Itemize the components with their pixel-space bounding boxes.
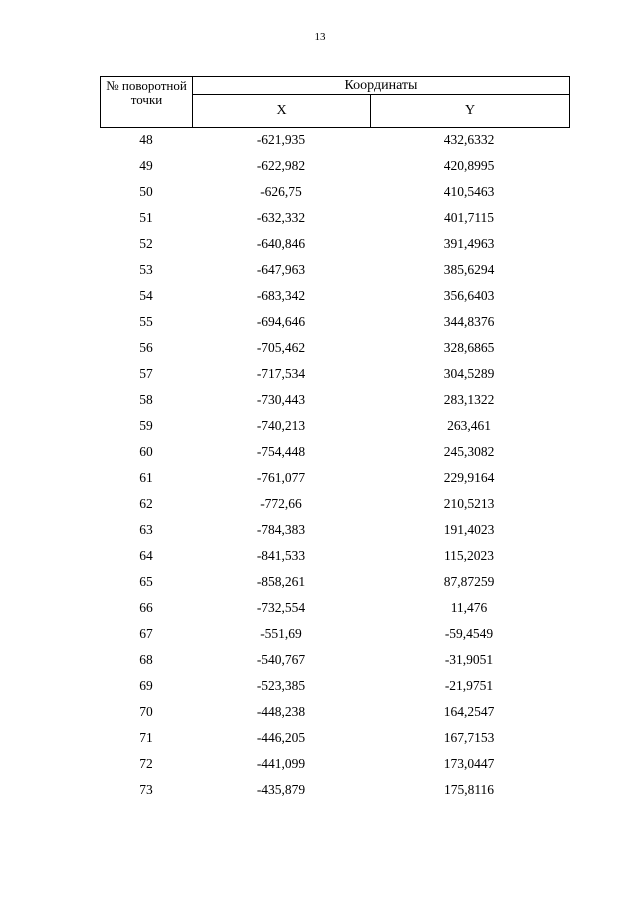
table-row <box>100 673 570 699</box>
point-number-cell: 63 <box>139 522 153 537</box>
point-number-cell: 55 <box>139 314 153 329</box>
y-coordinate-cell: 210,5213 <box>443 496 495 511</box>
point-number-cell: 53 <box>139 262 153 277</box>
x-coordinate-cell: -647,963 <box>256 262 306 277</box>
x-coordinate-cell: -622,982 <box>256 158 306 173</box>
x-coordinate-cell: -540,767 <box>256 652 306 667</box>
x-coordinate-cell: -730,443 <box>256 392 306 407</box>
y-coordinate-cell: 385,6294 <box>443 262 495 277</box>
table-row <box>100 283 570 309</box>
point-number-cell: 71 <box>139 730 153 745</box>
y-coordinate-cell: 410,5463 <box>443 184 495 199</box>
y-coordinate-cell: 328,6865 <box>443 340 495 355</box>
point-number-cell: 68 <box>139 652 153 667</box>
y-coordinate-cell: 173,0447 <box>443 756 495 771</box>
point-number-cell: 50 <box>139 184 153 199</box>
y-coordinate-cell: -59,4549 <box>444 626 494 641</box>
point-number-cell: 51 <box>139 210 153 225</box>
table-row <box>100 361 570 387</box>
y-coordinate-cell: 420,8995 <box>443 158 495 173</box>
point-number-header: № поворотной точки <box>101 77 193 127</box>
table-row <box>100 387 570 413</box>
table-row <box>100 569 570 595</box>
point-number-cell: 48 <box>139 132 153 147</box>
y-coordinate-cell: 245,3082 <box>443 444 495 459</box>
table-row <box>100 595 570 621</box>
y-coordinate-cell: 167,7153 <box>443 730 495 745</box>
x-coordinate-cell: -772,66 <box>260 496 302 511</box>
table-row <box>100 231 570 257</box>
x-coordinate-cell: -705,462 <box>256 340 306 355</box>
x-coordinate-cell: -626,75 <box>260 184 302 199</box>
x-coordinate-cell: -523,385 <box>256 678 306 693</box>
y-coordinate-cell: 263,461 <box>447 418 491 433</box>
table-row <box>100 439 570 465</box>
table-row <box>100 725 570 751</box>
coordinates-header: Координаты <box>193 77 569 95</box>
table-row <box>100 179 570 205</box>
point-number-cell: 66 <box>139 600 153 615</box>
point-number-cell: 70 <box>139 704 153 719</box>
table-row <box>100 465 570 491</box>
point-number-cell: 61 <box>139 470 153 485</box>
x-coordinate-cell: -435,879 <box>256 782 306 797</box>
y-coordinate-cell: 401,7115 <box>443 210 495 225</box>
y-coordinate-cell: 11,476 <box>450 600 488 615</box>
table-row <box>100 699 570 725</box>
y-coordinate-cell: 432,6332 <box>443 132 495 147</box>
table-header <box>100 76 570 128</box>
point-number-cell: 72 <box>139 756 153 771</box>
x-coordinate-cell: -632,332 <box>256 210 306 225</box>
point-number-cell: 69 <box>139 678 153 693</box>
table-row <box>100 335 570 361</box>
x-coordinate-cell: -858,261 <box>256 574 306 589</box>
page-number: 13 <box>314 31 326 43</box>
table-row <box>100 127 570 153</box>
y-coordinate-cell: 344,8376 <box>443 314 495 329</box>
point-number-cell: 56 <box>139 340 153 355</box>
point-number-cell: 49 <box>139 158 153 173</box>
y-coordinate-cell: 115,2023 <box>443 548 495 563</box>
y-coordinate-cell: 304,5289 <box>443 366 495 381</box>
table-row <box>100 153 570 179</box>
x-coordinate-cell: -761,077 <box>256 470 306 485</box>
table-row <box>100 491 570 517</box>
x-coordinate-cell: -621,935 <box>256 132 306 147</box>
x-coordinate-cell: -740,213 <box>256 418 306 433</box>
y-coordinate-cell: 356,6403 <box>443 288 495 303</box>
point-number-cell: 58 <box>139 392 153 407</box>
x-coordinate-cell: -841,533 <box>256 548 306 563</box>
x-coordinate-cell: -694,646 <box>256 314 306 329</box>
x-coordinate-cell: -640,846 <box>256 236 306 251</box>
table-row <box>100 777 570 803</box>
y-coordinate-cell: -21,9751 <box>444 678 494 693</box>
table-row <box>100 751 570 777</box>
x-coordinate-cell: -441,099 <box>256 756 306 771</box>
point-number-cell: 54 <box>139 288 153 303</box>
y-coordinate-cell: 164,2547 <box>443 704 495 719</box>
y-coordinate-cell: 229,9164 <box>443 470 495 485</box>
point-number-cell: 57 <box>139 366 153 381</box>
x-coordinate-cell: -551,69 <box>260 626 302 641</box>
point-number-cell: 59 <box>139 418 153 433</box>
table-row <box>100 413 570 439</box>
x-coordinate-cell: -717,534 <box>256 366 306 381</box>
y-coordinate-cell: -31,9051 <box>444 652 494 667</box>
y-coordinate-cell: 175,8116 <box>443 782 495 797</box>
table-row <box>100 647 570 673</box>
table-row <box>100 257 570 283</box>
x-column-header: X <box>193 95 371 127</box>
y-coordinate-cell: 391,4963 <box>443 236 495 251</box>
y-coordinate-cell: 87,87259 <box>443 574 495 589</box>
point-number-cell: 62 <box>139 496 153 511</box>
x-coordinate-cell: -683,342 <box>256 288 306 303</box>
point-number-cell: 65 <box>139 574 153 589</box>
x-coordinate-cell: -732,554 <box>256 600 306 615</box>
point-number-cell: 52 <box>139 236 153 251</box>
table-body <box>100 127 570 803</box>
table-row <box>100 543 570 569</box>
x-coordinate-cell: -448,238 <box>256 704 306 719</box>
table-row <box>100 205 570 231</box>
point-number-cell: 64 <box>139 548 153 563</box>
point-number-cell: 67 <box>139 626 153 641</box>
x-coordinate-cell: -784,383 <box>256 522 306 537</box>
x-coordinate-cell: -754,448 <box>256 444 306 459</box>
table-row <box>100 517 570 543</box>
table-row <box>100 621 570 647</box>
y-coordinate-cell: 283,1322 <box>443 392 495 407</box>
y-column-header: Y <box>464 103 476 118</box>
point-number-cell: 73 <box>139 782 153 797</box>
y-coordinate-cell: 191,4023 <box>443 522 495 537</box>
table-row <box>100 309 570 335</box>
x-coordinate-cell: -446,205 <box>256 730 306 745</box>
point-number-cell: 60 <box>139 444 153 459</box>
